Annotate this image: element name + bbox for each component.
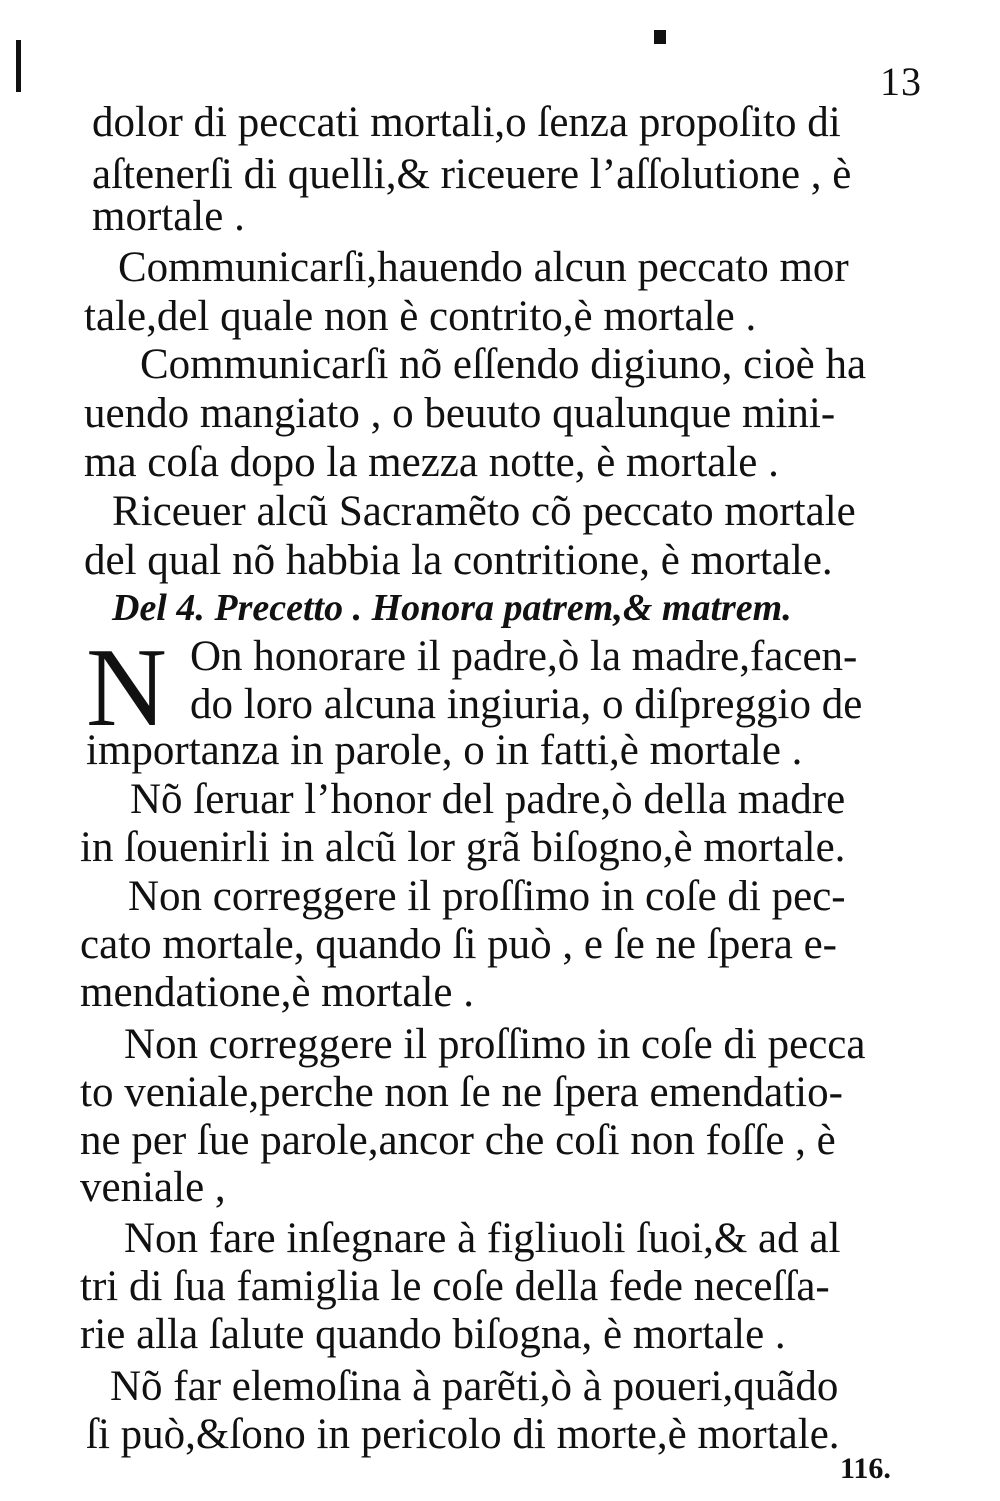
text-line-1: dolor di peccati mortali,o ſenza propoſito di (92, 99, 841, 146)
section-heading: Del 4. Precetto . Honora patrem,& matrem. (112, 587, 792, 629)
signature-mark: 116. (840, 1452, 891, 1485)
text-line-23: Non fare inſegnare à figliuoli ſuoi,& ad al (124, 1215, 841, 1262)
text-line-13: importanza in parole, o in fatti,è mortale . (86, 727, 803, 774)
text-line-12: do loro alcuna ingiuria, o diſpreggio de (190, 681, 863, 728)
top-ink-mark (654, 30, 666, 44)
text-line-2: aſtenerſi di quelli,& riceuere l’aſſolutione , è (92, 151, 852, 198)
text-line-14: Nõ ſeruar l’honor del padre,ò della madre (130, 776, 846, 823)
text-line-3: mortale . (92, 193, 245, 240)
text-line-8: ma coſa dopo la mezza notte, è mortale . (84, 439, 779, 486)
left-margin-mark (16, 40, 21, 92)
page-number: 13 (880, 59, 922, 104)
text-line-4: Communicarſi,hauendo alcun peccato mor (118, 244, 849, 291)
text-line-24: tri di ſua famiglia le coſe della fede neceſſa- (80, 1263, 830, 1310)
text-line-16: Non correggere il proſſimo in coſe di pec- (128, 873, 846, 920)
text-line-22: veniale , (80, 1164, 226, 1211)
text-line-9: Riceuer alcũ Sacramẽto cõ peccato mortale (112, 488, 856, 535)
text-line-6: Communicarſi nõ eſſendo digiuno, cioè ha (140, 341, 867, 388)
text-line-5: tale,del quale non è contrito,è mortale . (84, 293, 757, 340)
text-line-26: Nõ far elemoſina à parẽti,ò à poueri,quãdo (110, 1363, 839, 1410)
drop-cap: N (86, 626, 167, 750)
text-line-17: cato mortale, quando ſi può , e ſe ne ſpera e- (80, 921, 837, 968)
text-line-19: Non correggere il proſſimo in coſe di pecca (124, 1021, 866, 1068)
text-line-25: rie alla ſalute quando biſogna, è mortale . (80, 1311, 786, 1358)
text-line-7: uendo mangiato , o beuuto qualunque mini- (84, 390, 836, 437)
text-line-11: On honorare il padre,ò la madre,facen- (190, 633, 858, 680)
text-line-18: mendatione,è mortale . (80, 969, 475, 1016)
text-line-10: del qual nõ habbia la contritione, è mortale. (84, 537, 833, 584)
text-line-27: ſi può,&ſono in pericolo di morte,è mortale. (86, 1411, 840, 1458)
text-line-20: to veniale,perche non ſe ne ſpera emendatio- (80, 1069, 843, 1116)
text-line-15: in ſouenirli in alcũ lor grã biſogno,è mortale. (80, 824, 846, 871)
text-line-21: ne per ſue parole,ancor che coſi non foſſe , è (80, 1117, 836, 1164)
